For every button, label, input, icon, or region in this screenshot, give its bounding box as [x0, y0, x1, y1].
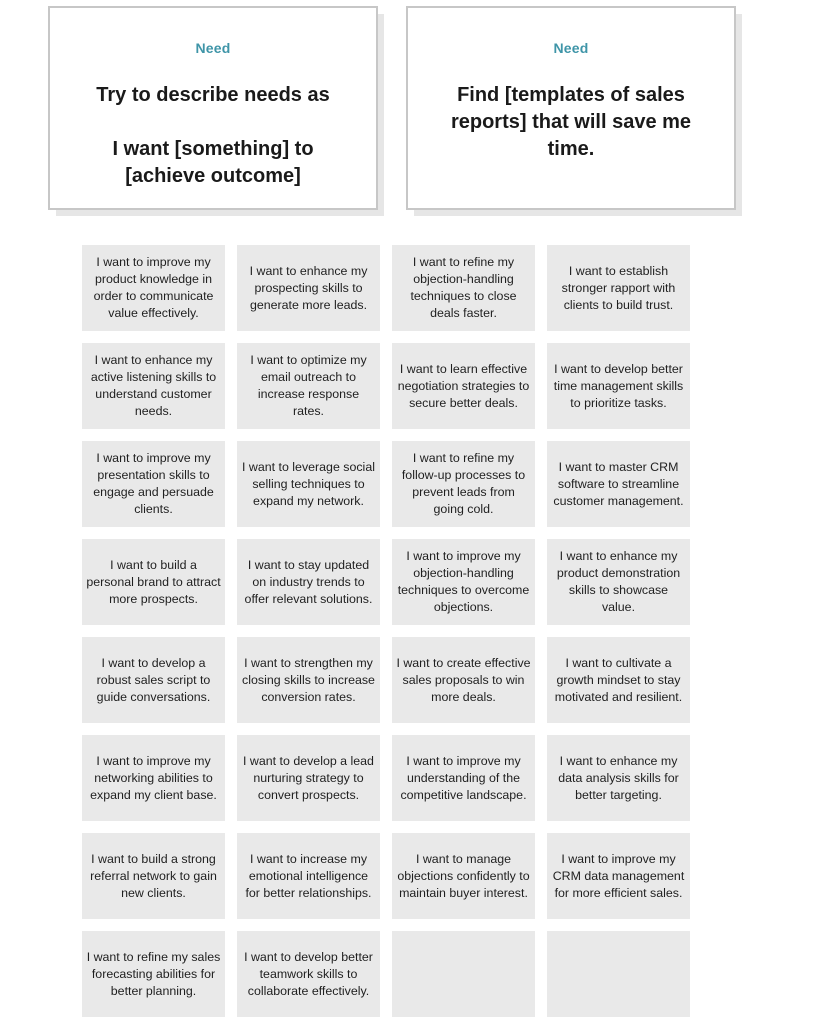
sticky-note[interactable]: I want to enhance my product demonstration skills to showcase value. [547, 539, 690, 625]
sticky-note[interactable]: I want to develop better time management skills to prioritize tasks. [547, 343, 690, 429]
need-card-line [96, 109, 329, 136]
need-card-text [433, 82, 709, 163]
sticky-note[interactable]: I want to develop better teamwork skills to collaborate effectively. [237, 931, 380, 1017]
sticky-note[interactable]: I want to improve my product knowledge in order to communicate value effectively. [82, 245, 225, 331]
need-card-line: Try to describe needs as [96, 84, 330, 106]
sticky-note[interactable]: I want to improve my objection-handling techniques to overcome objections. [392, 539, 535, 625]
sticky-note[interactable]: I want to improve my understanding of the competitive landscape. [392, 735, 535, 821]
need-card-line: I want [something] to [112, 138, 314, 160]
need-card-kind: Need [553, 40, 589, 56]
sticky-note[interactable]: I want to stay updated on industry trends to offer relevant solutions. [237, 539, 380, 625]
need-card-line: time. [547, 138, 595, 160]
sticky-note[interactable]: I want to improve my CRM data management for more efficient sales. [547, 833, 690, 919]
sticky-note[interactable]: I want to improve my presentation skills to engage and persuade clients. [82, 441, 225, 527]
sticky-note-empty[interactable] [547, 931, 690, 1017]
sticky-note[interactable]: I want to manage objections confidently to maintain buyer interest. [392, 833, 535, 919]
sticky-note[interactable]: I want to cultivate a growth mindset to stay motivated and resilient. [547, 637, 690, 723]
sticky-note-empty[interactable] [392, 931, 535, 1017]
sticky-note[interactable]: I want to leverage social selling techniques to expand my network. [237, 441, 380, 527]
sticky-note[interactable]: I want to refine my follow-up processes to prevent leads from going cold. [392, 441, 535, 527]
sticky-note[interactable]: I want to enhance my data analysis skills for better targeting. [547, 735, 690, 821]
need-card-line: [achieve outcome] [125, 165, 301, 187]
need-card-text [78, 82, 347, 190]
sticky-note[interactable]: I want to enhance my prospecting skills to generate more leads. [237, 245, 380, 331]
need-card-kind: Need [195, 40, 231, 56]
sticky-note[interactable]: I want to build a personal brand to attract more prospects. [82, 539, 225, 625]
sticky-note[interactable]: I want to build a strong referral network to gain new clients. [82, 833, 225, 919]
sticky-note[interactable]: I want to refine my objection-handling techniques to close deals faster. [392, 245, 535, 331]
sticky-note[interactable]: I want to optimize my email outreach to increase response rates. [237, 343, 380, 429]
sticky-note[interactable]: I want to improve my networking abilities to expand my client base. [82, 735, 225, 821]
need-card-line: Find [templates of sales [457, 84, 685, 106]
sticky-note[interactable]: I want to increase my emotional intelligence for better relationships. [237, 833, 380, 919]
sticky-note[interactable]: I want to develop a robust sales script to guide conversations. [82, 637, 225, 723]
sticky-note[interactable]: I want to develop a lead nurturing strategy to convert prospects. [237, 735, 380, 821]
sticky-note[interactable]: I want to establish stronger rapport with clients to build trust. [547, 245, 690, 331]
need-card-line: reports] that will save me [450, 111, 692, 133]
sticky-note[interactable]: I want to master CRM software to streamline customer management. [547, 441, 690, 527]
need-card-example[interactable] [406, 6, 736, 210]
sticky-note[interactable]: I want to learn effective negotiation strategies to secure better deals. [392, 343, 535, 429]
sticky-note[interactable]: I want to create effective sales proposals to win more deals. [392, 637, 535, 723]
sticky-grid [82, 245, 690, 1017]
sticky-note[interactable]: I want to strengthen my closing skills to increase conversion rates. [237, 637, 380, 723]
sticky-note[interactable]: I want to refine my sales forecasting abilities for better planning. [82, 931, 225, 1017]
need-card-instructions[interactable] [48, 6, 378, 210]
sticky-note[interactable]: I want to enhance my active listening skills to understand customer needs. [82, 343, 225, 429]
